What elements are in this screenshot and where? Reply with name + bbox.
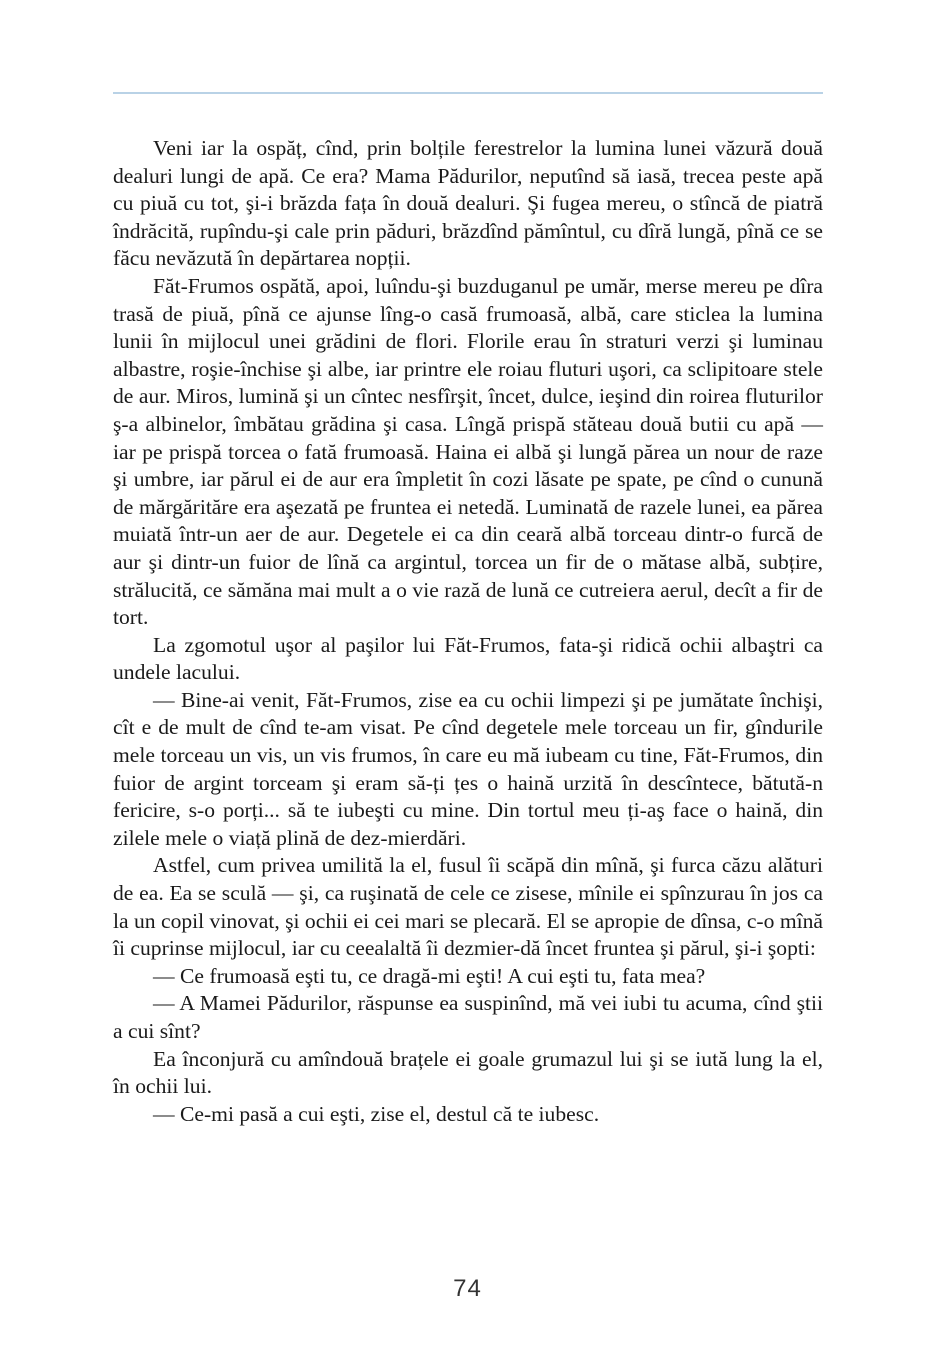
paragraph: La zgomotul uşor al paşilor lui Făt-Frumos, fata-şi ridică ochii albaştri ca undele lacului. — [113, 632, 823, 685]
page-number: 74 — [453, 1275, 482, 1302]
paragraph: Veni iar la ospăț, cînd, prin bolțile ferestrelor la lumina lunei văzură două dealuri lungi de apă. Ce era? Mama Pădurilor, neputînd să iasă, trecea peste apă cu piuă cu tot, şi-i brăzda fața în două dealuri. Şi fugea mereu, o stîncă de piatră îndrăcită, rupîndu-şi cale prin păduri, brăzdînd pămîntul, cu dîră lungă, pînă ce se făcu nevăzută în depărtarea nopții. — [113, 136, 823, 271]
paragraph: — Bine-ai venit, Făt-Frumos, zise ea cu ochii limpezi şi pe jumătate închişi, cît e de mult de cînd te-am visat. Pe cînd degetele mele torceau un fir, gîndurile mele torceau un vis, un vis frumos, în care eu mă iubeam cu tine, Făt-Frumos, din fuior de argint torceam şi eram să-ți țes o haină urzită în descîntece, bătută-n fericire, s-o porți... să te iubeşti cu mine. Din tortul meu ți-aş face o haină, din zilele mele o viață plină de dez-mierdări. — [113, 687, 823, 850]
paragraph: — Ce-mi pasă a cui eşti, zise el, destul că te iubesc. — [153, 1101, 600, 1126]
paragraph: — A Mamei Pădurilor, răspunse ea suspinînd, mă vei iubi tu acuma, cînd ştii a cui sînt? — [113, 991, 823, 1043]
header-rule — [113, 92, 823, 94]
paragraph: Făt-Frumos ospătă, apoi, luîndu-şi buzduganul pe umăr, merse mereu pe dîra trasă de piuă, pînă ce ajunse lîng-o casă frumoasă, albă, care sticlea la lumina lunii în mijlocul unei grădini de flori. Florile erau în straturi verzi şi luminau albastre, roşie-închise şi albe, iar printre ele roiau fluturi uşori, ca sclipitoare stele de aur. Miros, lumină şi un cîntec nesfîrşit, încet, dulce, ieşind din roirea fluturilor ş-a albinelor, îmbătau grădina şi casa. Lîngă prispă stăteau două butii cu apă — iar pe prispă torcea o fată frumoasă. Haina ei albă şi lungă părea un nour de raze şi umbre, iar părul ei de aur era împletit în cozi lăsate pe spate, pe cînd o cunună de mărgărităre era aşezată pe fruntea ei netedă. Luminată de razele lunei, ea părea muiată într-un aer de aur. Degetele ei ca din ceară albă torceau dintr-o furcă de aur şi dintr-un fuior de lînă ca argintul, torcea un fir de o mătase albă, subțire, strălucită, ce sămăna mai mult a o vie rază de lună ce cutreiera aerul, decît a fir de tort. — [113, 273, 823, 630]
paragraph: Astfel, cum privea umilită la el, fusul îi scăpă din mînă, şi furca căzu alături de ea. Ea se sculă — şi, ca ruşinată de cele ce zisese, mînile ei spînzurau în jos ca la un copil vinovat, şi ochii ei cei mari se plecară. El se apropie de dînsa, c-o mînă îi cuprinse mijlocul, iar cu ceealaltă îi dezmier-dă încet fruntea şi părul, şi-i şopti: — [113, 853, 823, 961]
body-text — [113, 135, 823, 1128]
paragraph: Ea înconjură cu amîndouă brațele ei goale grumazul lui şi se iută lung la el, în ochii lui. — [113, 1046, 823, 1099]
paragraph: — Ce frumoasă eşti tu, ce dragă-mi eşti! A cui eşti tu, fata mea? — [153, 963, 706, 988]
